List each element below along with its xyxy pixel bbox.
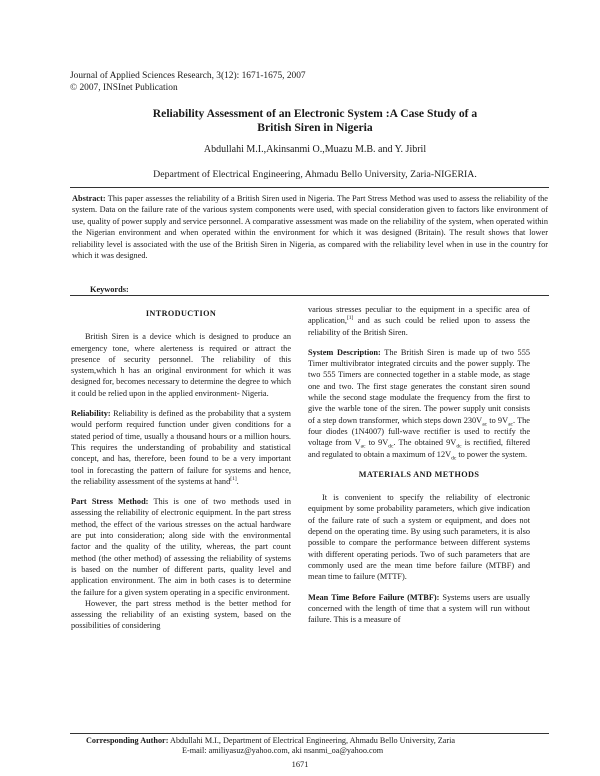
- intro-paragraph: British Siren is a device which is designed to produce an emergency tone, where alerteness is required or attract the presence of security personnel. The reliability of this system,which h has an original environment for which it was designed for, becomes necessary to determine the degree to which it could be relied upon in the applied environment- Nigeria.: [71, 332, 291, 398]
- abstract-bottom-rule: [70, 295, 549, 296]
- sysdesc-text-g: to power the system.: [456, 449, 528, 459]
- mtbf-paragraph: [308, 592, 530, 626]
- subscript: ac: [508, 421, 513, 428]
- section-heading-materials-methods: MATERIALS AND METHODS: [358, 469, 480, 479]
- corresponding-author-email: E-mail: amiliyasuz@yahoo.com, aki nsanmi_oa@yahoo.com: [182, 746, 384, 755]
- page-number: 1671: [291, 760, 309, 769]
- mtbf-text: Systems users are usually concerned with the length of time that a system will run without failure. This is a measure of: [308, 592, 531, 625]
- abstract-label: Abstract:: [72, 194, 106, 203]
- reliability-text: Reliability is defined as the probability that a system would perform required function under given conditions for a stated period of time, usually a thousand hours or a million hours. This requires the understanding of probability and statistical concept, and has, therefore, been found to be a very important tool in forecasting the pattern of failure for systems and hence, the reliability assessment of the systems at hand: [71, 409, 291, 486]
- system-description-run-in-heading: System Description:: [308, 347, 381, 357]
- sysdesc-text-f: is rectified, filtered and regulated to obtain a maximum of 12V: [308, 438, 530, 459]
- citation-ref: [1]: [230, 476, 237, 483]
- section-heading-introduction: INTRODUCTION: [145, 309, 217, 318]
- reliability-paragraph: Reliability: Reliability is defined as the probability that a system would perform required function under given conditions for a stated period of time, usually a thousand hours or a million hours. This requires the understanding of probability and statistical concept, and has, therefore, been found to be a very important tool in forecasting the pattern of failure for systems and hence, the reliability assessment of the systems at hand[1].: [71, 409, 291, 486]
- paper-authors: Abdullahi M.I.,Akinsanmi O.,Muazu M.B. and Y. Jibril: [203, 144, 427, 155]
- left-column: [71, 304, 291, 641]
- system-description-paragraph: [308, 347, 530, 460]
- paper-title: [90, 107, 540, 135]
- continued-paragraph: [308, 304, 530, 338]
- sysdesc-text-a: The British Siren is made up of two 555 Timer multivibrator integrated circuits and the power supply. The two 555 Timers are connected together in a stable mode, as stage one and two. The first stage generates the constant siren sound while the second stage modulate the frequency from the first to give the warble tone of the siren. The power supply unit consists of a step down transformer, which steps down 230V: [308, 347, 530, 425]
- sysdesc-text-e: . The obtained 9V: [393, 438, 457, 448]
- journal-header: [70, 71, 306, 94]
- corresponding-author-label: Corresponding Author:: [86, 736, 169, 745]
- subscript: ac: [360, 443, 366, 450]
- footer-rule: [70, 733, 549, 734]
- reliability-run-in-heading: Reliability:: [71, 409, 111, 419]
- citation-ref: [1]: [346, 315, 354, 322]
- subscript: dc: [456, 443, 462, 450]
- subscript: dc: [451, 455, 457, 462]
- corresponding-author-affiliation: Abdullahi M.I., Department of Electrical Engineering, Ahmadu Bello University, Zaria: [170, 736, 456, 745]
- keywords-label: Keywords:: [90, 285, 129, 294]
- continued-text-b: and as such could be relied upon to assess the reliability of the British Siren.: [308, 316, 530, 337]
- journal-copyright: © 2007, INSInet Publication: [70, 82, 178, 93]
- part-stress-paragraph-2: However, the part stress method is the better method for assessing the reliability of an existing system, based on the possibilities of considering: [71, 598, 291, 631]
- part-stress-paragraph: [71, 496, 291, 598]
- paper-title-line-1: Reliability Assessment of an Electronic System :A Case Study of a: [152, 107, 478, 120]
- paper-title-line-2: British Siren in Nigeria: [257, 121, 373, 134]
- subscript: ac: [482, 421, 488, 428]
- continued-text-a: various stresses peculiar to the equipment in a specific area of application,: [308, 305, 530, 326]
- abstract-text: This paper assesses the reliability of a British Siren used in Nigeria. The Part Stress Method was used to assess the reliability of the system. Data on the failure rate of the various system components were used, with special consideration given to factors like environment of use, quality of power supply and service personnel. A comparative assessment was made on the reliability of the system, when operated within the Nigerian environment and when operated within the environment for which it was designed (Britain). The result shows that lower reliability level is associated with the use of the British Siren in Nigeria, as compared with the reliability level when in use in the country for which it was designed.: [72, 194, 548, 261]
- part-stress-text: This is one of two methods used in assessing the reliability of electronic equipment. In the part stress method, the effect of the various stresses on the actual hardware are put into consideration; along side with the environmental factor and the quality of the utility, whereas, the part count method (the other method) of assessing the reliability of systems is based on the number of different parts, quality level and application environment. The aim in both cases is to determine the failure for a given system operating in a specific environment.: [71, 497, 291, 597]
- sysdesc-text-c: . The four diodes (1N4007) full-wave rectifier is used to rectify the voltage from V: [308, 415, 530, 448]
- abstract-top-rule: [70, 187, 549, 188]
- corresponding-author-footer: [86, 736, 455, 756]
- mtbf-run-in-heading: Mean Time Before Failure (MTBF):: [308, 592, 440, 602]
- sysdesc-text-d: to 9V: [365, 438, 389, 448]
- subscript: dc: [388, 443, 394, 450]
- journal-citation: Journal of Applied Sciences Research, 3(12): 1671-1675, 2007: [70, 71, 306, 81]
- methods-paragraph: It is convenient to specify the reliability of electronic equipment by some probability parameters, which give indication of the failure rate of such a system or equipment, and does not depend on the operating time. By using such parameters, it is also possible to compare the performance between different systems with different operating periods. Two of such parameters that are commonly used are the mean time before failure (MTBF) and mean time to failure (MTTF).: [308, 493, 530, 582]
- abstract: [72, 193, 548, 261]
- part-stress-run-in-heading: Part Stress Method:: [71, 497, 149, 507]
- sysdesc-text-b: to 9V: [487, 415, 509, 425]
- right-column: [308, 304, 530, 634]
- author-affiliation: Department of Electrical Engineering, Ahmadu Bello University, Zaria-NIGERIA.: [153, 169, 477, 180]
